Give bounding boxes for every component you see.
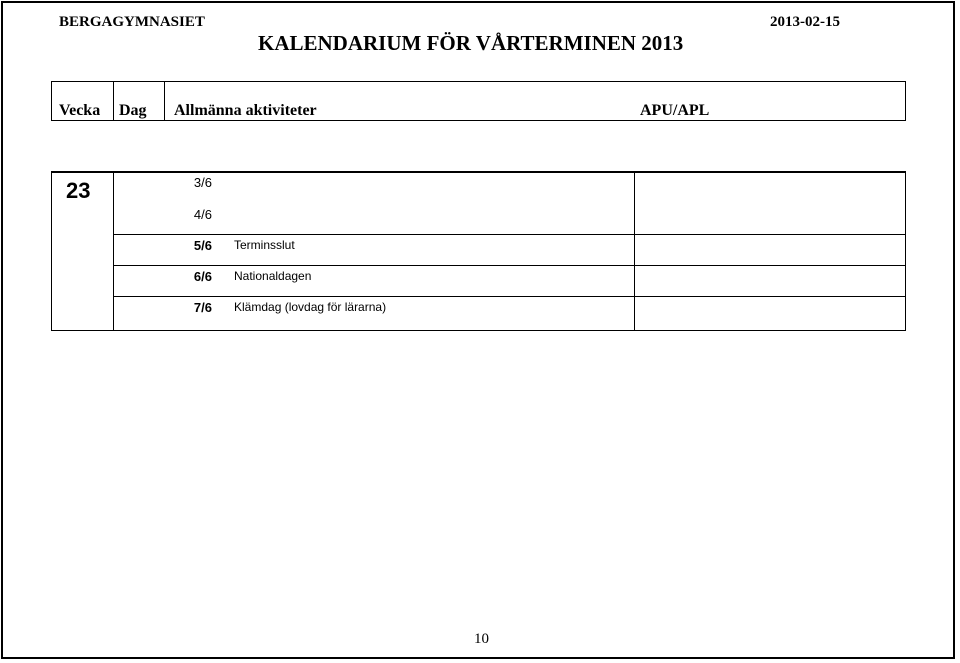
day-activity: Nationaldagen — [234, 269, 312, 283]
day-row — [114, 235, 906, 266]
day-date: 5/6 — [193, 238, 212, 253]
week-number: 23 — [66, 178, 91, 203]
day-date: 7/6 — [193, 300, 212, 315]
page-number: 10 — [474, 631, 489, 647]
column-header-row — [51, 81, 906, 121]
day-activity: Terminsslut — [234, 238, 295, 252]
day-row — [114, 173, 906, 204]
school-name: BERGAGYMNASIET — [59, 14, 205, 30]
column-header-general: Allmänna aktiviteter — [174, 102, 317, 119]
column-header-day: Dag — [119, 102, 147, 119]
day-date: 6/6 — [193, 269, 212, 284]
day-row — [114, 297, 906, 328]
day-date: 4/6 — [193, 207, 212, 222]
day-activity: Klämdag (lovdag för lärarna) — [234, 300, 387, 314]
column-header-apu: APU/APL — [640, 102, 710, 119]
column-header-week: Vecka — [59, 102, 101, 119]
column-divider — [164, 82, 165, 120]
day-date: 3/6 — [193, 175, 212, 190]
day-row — [114, 204, 906, 235]
document-date: 2013-02-15 — [770, 14, 840, 30]
column-divider — [113, 82, 114, 120]
day-row — [114, 266, 906, 297]
page-title: KALENDARIUM FÖR VÅRTERMINEN 2013 — [258, 31, 684, 55]
week-table — [51, 171, 906, 331]
